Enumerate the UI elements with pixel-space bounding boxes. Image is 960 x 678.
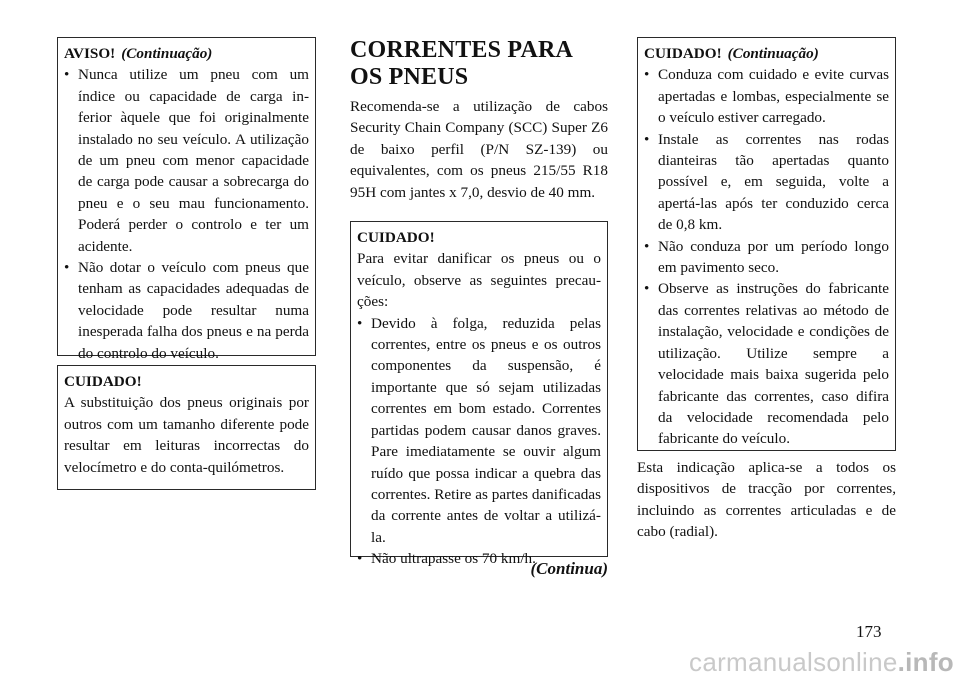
watermark	[689, 647, 954, 678]
caution-box-middle	[350, 221, 608, 568]
warning-continuation: (Continuação)	[121, 45, 213, 62]
warning-list	[64, 64, 309, 364]
caution-item-1: • Devido à folga, reduzida pelas correntes, entre os pneus e os outros componentes da suspensão, é importante que só sejam utilizadas correntes em bom estado. Correntes partidas podem causar danos graves. Pare imediatamente se ouvir algum ruído que possa indicar a quebra das correntes. Retire as partes danificadas da corrente antes de voltar a utilizá-la.	[357, 313, 601, 548]
caution-continuation-right: (Continuação)	[727, 45, 819, 62]
caution-box-right	[637, 37, 896, 451]
caution-title-right: CUIDADO!	[644, 45, 722, 62]
caution-right-item-3: • Não conduza por um período longo em pavimento seco.	[644, 236, 889, 279]
warning-header	[64, 43, 309, 64]
column-middle	[350, 37, 608, 579]
caution-header-right	[644, 43, 889, 64]
warning-box	[57, 37, 316, 362]
caution-list-right	[644, 64, 889, 449]
warning-item-2: • Não dotar o veículo com pneus que tenham as capacidades adequadas de velocidade pode resultar numa inesperada falha dos pneus e na perda do controlo do veículo.	[64, 257, 309, 364]
warning-item-1: • Nunca utilize um pneu com um índice ou capacidade de carga inferior àquele que foi originalmente instalado no seu veículo. A utilização de um pneu com menor capacidade de carga pode causar a sobrecarga do pneu e o seu mau funcionamento. Poderá perder o controlo e ter um acidente.	[64, 64, 309, 257]
chain-note: Esta indicação aplica-se a todos os dispositivos de tracção por correntes, incluindo as correntes articuladas e de cabo (radial).	[637, 459, 896, 541]
page-number: 173	[856, 622, 882, 641]
caution-right-item-2: • Instale as correntes nas rodas dianteiras tão apertadas quanto possível e, em seguida, volte a apertá-las após ter conduzido cerca de 0,8 km.	[644, 129, 889, 236]
section-heading: CORRENTES PARA OS PNEUS	[350, 37, 572, 90]
caution-right-item-1: • Conduza com cuidado e evite curvas apertadas e lombas, especialmente se o veículo estiver carregado.	[644, 64, 889, 128]
warning-title: AVISO!	[64, 45, 116, 62]
caution-title-left: CUIDADO!	[64, 373, 142, 390]
caution-box-left	[57, 365, 316, 490]
caution-item-2: • Não ultrapasse os 70 km/h.	[357, 548, 601, 569]
continued-label: (Continua)	[530, 559, 608, 579]
caution-right-item-4: • Observe as instruções do fabricante das correntes relativas ao método de instalação, velocidade e condições de utilização. Utilize sempre a velocidade mais baixa sugerida pelo fabricante das correntes, caso difira da velocidade recomendada pelo fabricante do veículo.	[644, 278, 889, 449]
watermark-suffix: .info	[897, 647, 954, 677]
column-left	[57, 37, 316, 490]
column-right	[637, 37, 896, 543]
caution-list-middle	[357, 313, 601, 570]
caution-text-middle: Para evitar danificar os pneus ou o veículo, observe as seguintes precauções:	[357, 250, 601, 311]
caution-title-middle: CUIDADO!	[357, 229, 435, 247]
section-intro: Recomenda-se a utilização de cabos Security Chain Company (SCC) Super Z6 de baixo perfil (P/N SZ-139) ou equivalentes, com os pneus 215/55 R18 95H com jantes x 7,0, desvio de 40 mm.	[350, 98, 608, 201]
caution-text-left: A substituição dos pneus originais por outros com um tamanho diferente pode resultar em leituras incorrectas do velocímetro e do conta-quilómetros.	[64, 394, 309, 476]
watermark-prefix: carmanualsonline	[689, 647, 898, 677]
